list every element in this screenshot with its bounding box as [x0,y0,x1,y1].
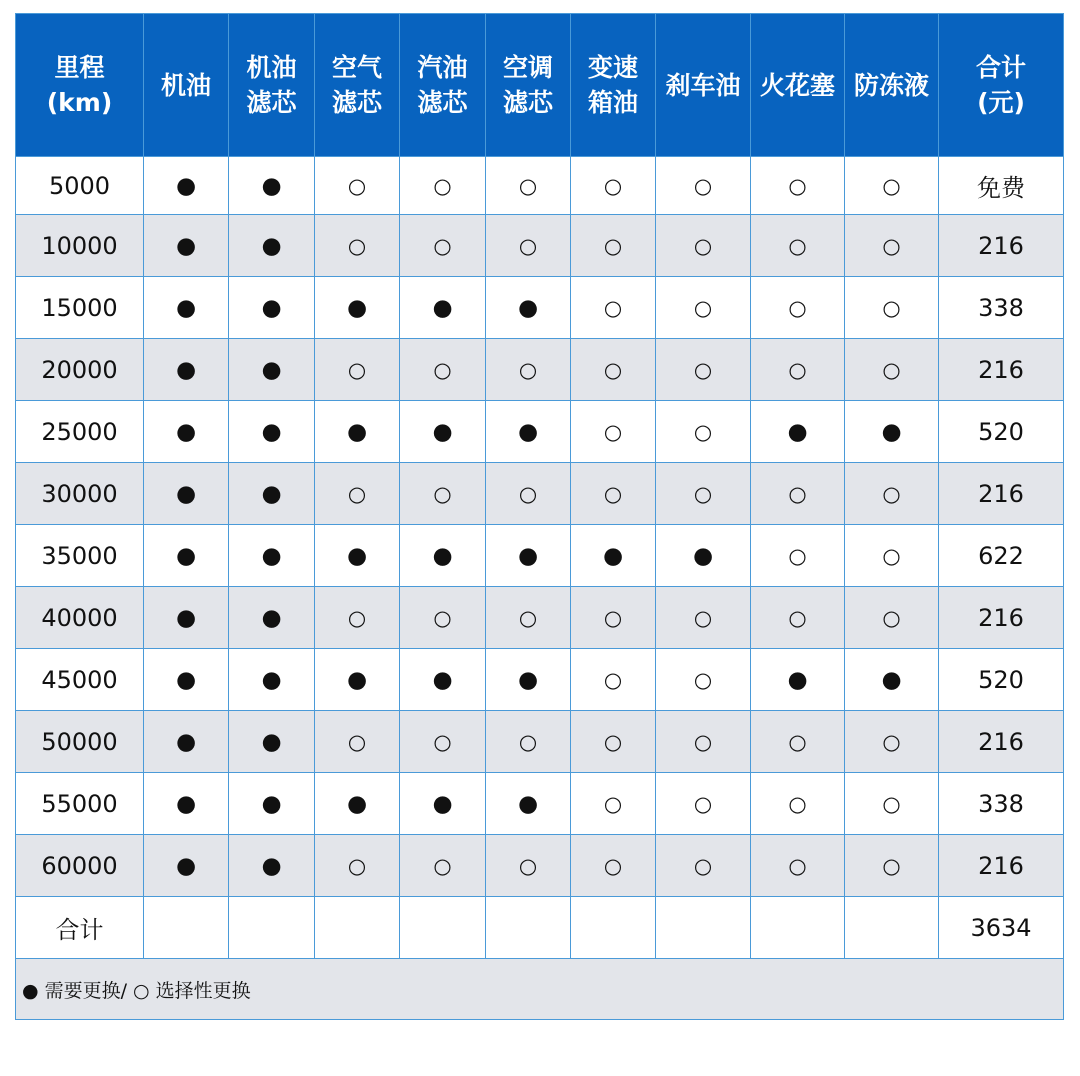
row-total-cell: 216 [939,215,1064,277]
required-dot-icon: ● [315,525,400,587]
column-header-line: 里程 [54,53,105,82]
required-dot-icon: ● [400,277,486,339]
required-dot-icon: ● [144,339,229,401]
table-row [16,339,1064,401]
optional-dot-icon: ○ [845,463,939,525]
optional-dot-icon: ○ [845,215,939,277]
table-row [16,215,1064,277]
empty-cell [486,897,571,959]
optional-dot-icon: ○ [845,587,939,649]
optional-dot-icon: ○ [571,711,656,773]
column-header-line: (元) [977,88,1025,117]
required-dot-icon: ● [845,401,939,463]
required-dot-icon: ● [486,773,571,835]
optional-dot-icon: ○ [400,587,486,649]
required-dot-icon: ● [400,649,486,711]
table-row [16,773,1064,835]
required-dot-icon: ● [144,157,229,215]
optional-dot-icon: ○ [315,157,400,215]
required-dot-icon: ● [229,277,315,339]
optional-dot-icon: ○ [656,157,751,215]
required-dot-icon: ● [486,277,571,339]
required-dot-icon: ● [751,401,845,463]
optional-dot-icon: ○ [656,773,751,835]
required-dot-icon: ● [751,649,845,711]
optional-dot-icon: ○ [486,463,571,525]
optional-dot-icon: ○ [571,463,656,525]
column-header-line: 滤芯 [331,88,382,117]
optional-dot-icon: ○ [751,587,845,649]
column-header-line: 汽油 [417,53,468,82]
mileage-cell: 35000 [16,525,144,587]
column-header-line: 机油 [160,70,211,100]
optional-dot-icon: ○ [845,835,939,897]
optional-dot-icon: ○ [400,835,486,897]
required-dot-icon: ● [144,401,229,463]
table-row [16,463,1064,525]
column-header [845,14,939,157]
required-dot-icon: ● [229,463,315,525]
optional-dot-icon: ○ [656,339,751,401]
empty-cell [144,897,229,959]
column-header-line: 空气 [331,53,382,82]
required-dot-icon: ● [486,525,571,587]
optional-dot-icon: ○ [400,463,486,525]
required-dot-icon: ● [229,401,315,463]
mileage-cell: 50000 [16,711,144,773]
empty-cell [656,897,751,959]
optional-dot-icon: ○ [315,711,400,773]
required-dot-icon: ● [229,157,315,215]
optional-dot-icon: ○ [315,463,400,525]
required-dot-icon: ● [315,649,400,711]
optional-dot-icon: ○ [486,835,571,897]
row-total-cell: 216 [939,463,1064,525]
optional-dot-icon: ○ [486,711,571,773]
optional-dot-icon: ○ [571,835,656,897]
optional-dot-icon: ○ [571,649,656,711]
column-header [939,14,1064,157]
required-dot-icon: ● [656,525,751,587]
column-header [571,14,656,157]
required-dot-icon: ● [229,835,315,897]
column-header [229,14,315,157]
table-row [16,711,1064,773]
row-total-cell: 520 [939,401,1064,463]
optional-dot-icon: ○ [315,835,400,897]
table-footer [16,959,1064,1020]
column-header [751,14,845,157]
optional-dot-icon: ○ [656,587,751,649]
required-dot-icon: ● [229,587,315,649]
column-header-line: (km) [46,88,113,117]
required-dot-icon: ● [400,773,486,835]
required-dot-icon: ● [229,711,315,773]
mileage-cell: 10000 [16,215,144,277]
table-row [16,277,1064,339]
optional-dot-icon: ○ [656,463,751,525]
optional-dot-icon: ○ [486,339,571,401]
optional-dot-icon: ○ [751,773,845,835]
required-dot-icon: ● [400,401,486,463]
optional-dot-icon: ○ [845,525,939,587]
row-total-cell: 622 [939,525,1064,587]
optional-dot-icon: ○ [400,339,486,401]
required-dot-icon: ● [571,525,656,587]
required-dot-icon: ● [229,215,315,277]
required-dot-icon: ● [144,649,229,711]
maintenance-schedule-table [15,13,1064,1020]
legend-text: ● 需要更换/ ○ 选择性更换 [16,959,1064,1020]
required-dot-icon: ● [486,401,571,463]
optional-dot-icon: ○ [400,711,486,773]
optional-dot-icon: ○ [571,157,656,215]
optional-dot-icon: ○ [845,157,939,215]
row-total-cell: 338 [939,773,1064,835]
optional-dot-icon: ○ [571,277,656,339]
optional-dot-icon: ○ [656,401,751,463]
optional-dot-icon: ○ [486,587,571,649]
optional-dot-icon: ○ [751,215,845,277]
column-header [656,14,751,157]
optional-dot-icon: ○ [751,525,845,587]
optional-dot-icon: ○ [315,587,400,649]
table-body [16,157,1064,959]
required-dot-icon: ● [144,277,229,339]
required-dot-icon: ● [144,835,229,897]
row-total-cell: 520 [939,649,1064,711]
optional-dot-icon: ○ [656,711,751,773]
required-dot-icon: ● [144,525,229,587]
row-total-cell: 216 [939,711,1064,773]
summary-row [16,897,1064,959]
required-dot-icon: ● [229,525,315,587]
mileage-cell: 55000 [16,773,144,835]
required-dot-icon: ● [315,277,400,339]
column-header-line: 空调 [502,53,553,82]
required-dot-icon: ● [144,773,229,835]
required-dot-icon: ● [229,649,315,711]
required-dot-icon: ● [144,587,229,649]
table-row [16,649,1064,711]
mileage-cell: 30000 [16,463,144,525]
required-dot-icon: ● [229,339,315,401]
empty-cell [845,897,939,959]
required-dot-icon: ● [229,773,315,835]
optional-dot-icon: ○ [400,157,486,215]
mileage-cell: 60000 [16,835,144,897]
column-header-line: 滤芯 [417,88,468,117]
column-header [144,14,229,157]
column-header-line: 火花塞 [759,70,835,100]
column-header-line: 机油 [246,53,297,82]
mileage-cell: 15000 [16,277,144,339]
row-total-cell: 216 [939,835,1064,897]
mileage-cell: 5000 [16,157,144,215]
optional-dot-icon: ○ [751,835,845,897]
column-header-line: 变速 [587,53,638,82]
optional-dot-icon: ○ [571,587,656,649]
optional-dot-icon: ○ [656,649,751,711]
optional-dot-icon: ○ [845,773,939,835]
row-total-cell: 216 [939,339,1064,401]
optional-dot-icon: ○ [656,215,751,277]
optional-dot-icon: ○ [845,711,939,773]
column-header-line: 合计 [975,53,1026,82]
empty-cell [400,897,486,959]
required-dot-icon: ● [144,711,229,773]
table-row [16,401,1064,463]
mileage-cell: 20000 [16,339,144,401]
optional-dot-icon: ○ [315,215,400,277]
table-header [16,14,1064,157]
row-total-cell: 216 [939,587,1064,649]
optional-dot-icon: ○ [656,277,751,339]
column-header-line: 防冻液 [853,70,929,100]
optional-dot-icon: ○ [751,711,845,773]
required-dot-icon: ● [315,773,400,835]
header-row [16,14,1064,157]
column-header-line: 刹车油 [665,70,741,100]
optional-dot-icon: ○ [571,401,656,463]
row-total-cell: 338 [939,277,1064,339]
grand-total-cell: 3634 [939,897,1064,959]
column-header-line: 滤芯 [246,88,297,117]
optional-dot-icon: ○ [751,339,845,401]
table-row [16,587,1064,649]
empty-cell [571,897,656,959]
optional-dot-icon: ○ [751,157,845,215]
required-dot-icon: ● [845,649,939,711]
column-header [486,14,571,157]
required-dot-icon: ● [315,401,400,463]
required-dot-icon: ● [486,649,571,711]
column-header-line: 箱油 [587,88,638,117]
optional-dot-icon: ○ [486,215,571,277]
required-dot-icon: ● [144,215,229,277]
optional-dot-icon: ○ [571,339,656,401]
optional-dot-icon: ○ [751,277,845,339]
optional-dot-icon: ○ [400,215,486,277]
optional-dot-icon: ○ [656,835,751,897]
optional-dot-icon: ○ [571,773,656,835]
empty-cell [229,897,315,959]
optional-dot-icon: ○ [845,339,939,401]
mileage-cell: 45000 [16,649,144,711]
optional-dot-icon: ○ [571,215,656,277]
column-header-line: 滤芯 [502,88,553,117]
optional-dot-icon: ○ [751,463,845,525]
optional-dot-icon: ○ [486,157,571,215]
legend-row [16,959,1064,1020]
optional-dot-icon: ○ [845,277,939,339]
required-dot-icon: ● [400,525,486,587]
table-row [16,157,1064,215]
row-total-cell: 免费 [939,157,1064,215]
column-header [400,14,486,157]
column-header [315,14,400,157]
column-header [16,14,144,157]
empty-cell [315,897,400,959]
required-dot-icon: ● [144,463,229,525]
table-row [16,525,1064,587]
mileage-cell: 25000 [16,401,144,463]
empty-cell [751,897,845,959]
optional-dot-icon: ○ [315,339,400,401]
table-row [16,835,1064,897]
summary-label: 合计 [16,897,144,959]
mileage-cell: 40000 [16,587,144,649]
